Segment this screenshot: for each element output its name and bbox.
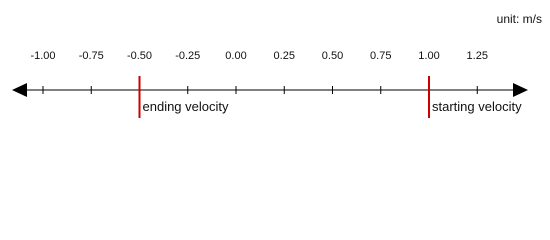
tick-label: 0.00 (225, 50, 247, 62)
tick-label: -1.00 (30, 50, 56, 62)
tick-label: 0.75 (370, 50, 392, 62)
tick-label: -0.50 (126, 50, 153, 62)
velocity-marker-label: ending velocity (142, 99, 229, 114)
tick-label: 0.50 (321, 50, 344, 62)
unit-label: unit: m/s (496, 12, 542, 26)
tick-label: -0.25 (175, 50, 201, 62)
tick-label: 1.25 (466, 50, 488, 62)
right-arrowhead-icon (513, 83, 528, 97)
velocity-marker-label: starting velocity (432, 99, 522, 114)
tick-labels (30, 50, 488, 62)
velocity-markers (140, 76, 523, 118)
tick-label: -0.75 (78, 50, 104, 62)
tick-label: 1.00 (418, 50, 440, 62)
tick-label: 0.25 (273, 50, 295, 62)
left-arrowhead-icon (12, 83, 27, 97)
